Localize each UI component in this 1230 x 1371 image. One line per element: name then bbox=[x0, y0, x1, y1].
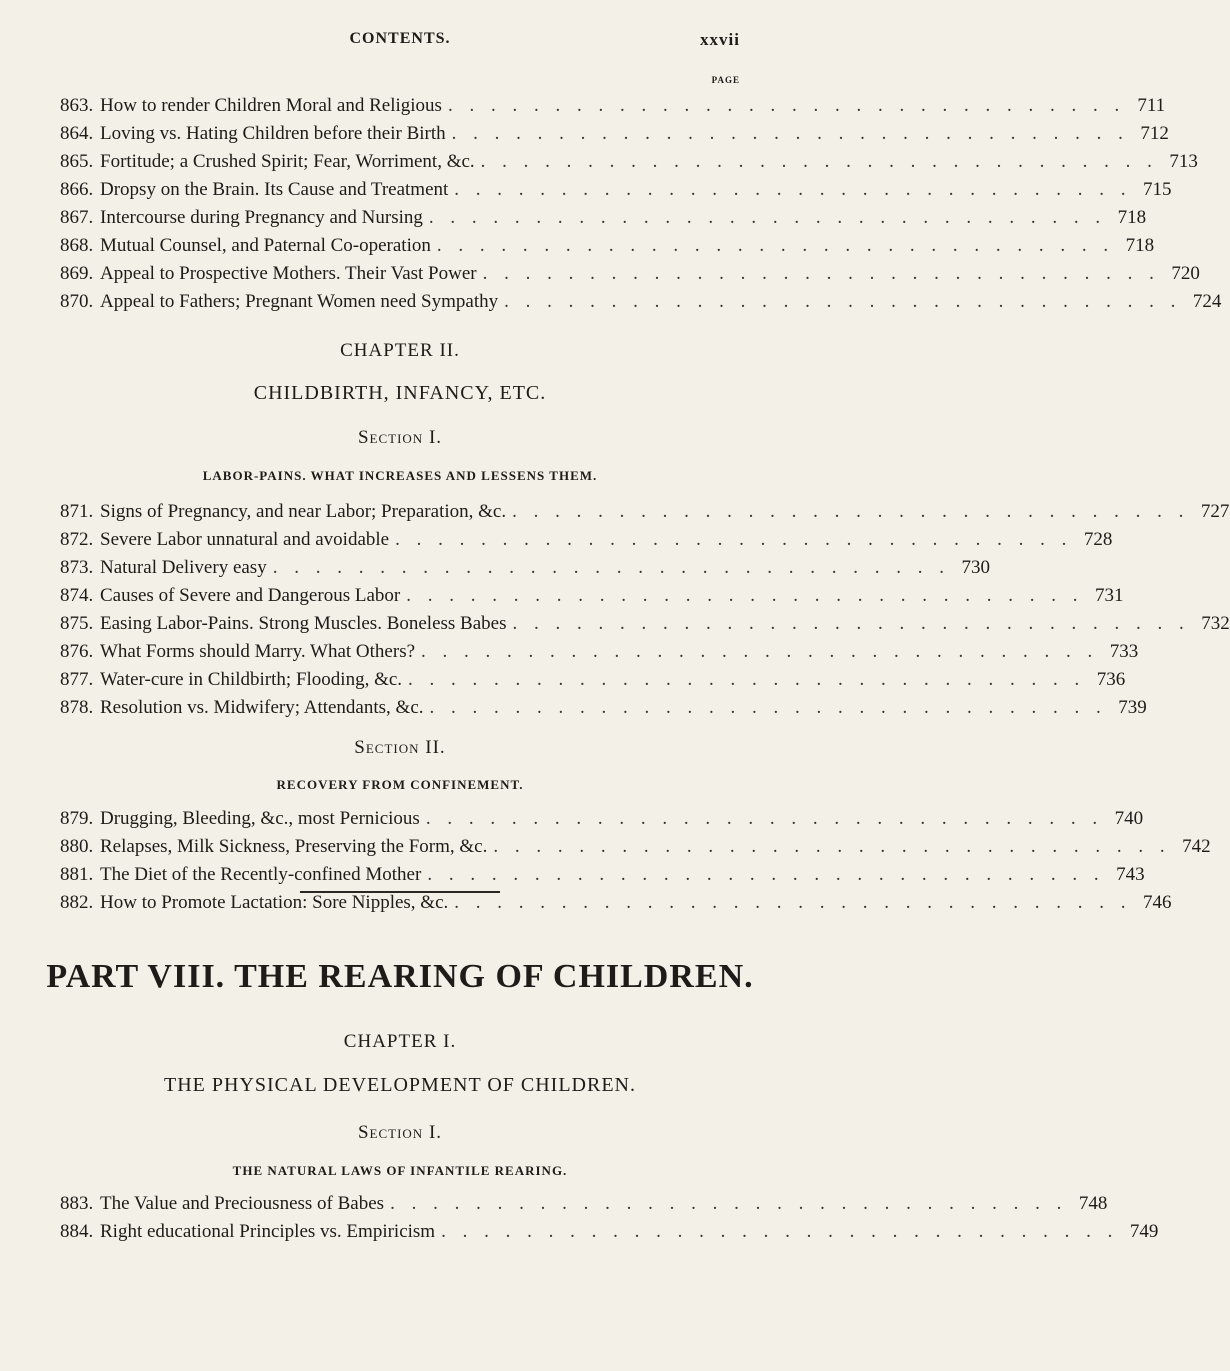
part-8-section-label: Section I. bbox=[357, 1122, 443, 1143]
entry-page-number: 728 bbox=[1083, 529, 1113, 550]
toc-entry bbox=[60, 92, 1166, 120]
entry-title: Appeal to Fathers; Pregnant Women need Sympathy bbox=[100, 291, 499, 312]
dot-leader: . . . . . . . . . . . . . . . . . . . . . . . . . . . . . . . . bbox=[454, 179, 1132, 200]
entry-page-number: 718 bbox=[1117, 207, 1147, 228]
dot-leader: . . . . . . . . . . . . . . . . . . . . . . . . . . . . . . . . bbox=[482, 263, 1160, 284]
entry-page-number: 724 bbox=[1192, 291, 1222, 312]
entry-page-number: 720 bbox=[1171, 263, 1200, 284]
toc-entry bbox=[60, 582, 1124, 610]
dot-leader: . . . . . . . . . . . . . . . . . . . . . . . . . . . . . . . . bbox=[272, 557, 950, 578]
entry-title: Easing Labor-Pains. Strong Muscles. Boneless Babes bbox=[100, 613, 507, 634]
part-8-subhead: THE NATURAL LAWS OF INFANTILE REARING. bbox=[232, 1163, 568, 1178]
entry-title: Appeal to Prospective Mothers. Their Vast Power bbox=[100, 263, 477, 284]
toc-entry bbox=[60, 260, 1200, 288]
chapter-2-title: CHILDBIRTH, INFANCY, ETC. bbox=[253, 382, 547, 404]
entry-title: Severe Labor unnatural and avoidable bbox=[100, 529, 390, 550]
toc-entry bbox=[60, 232, 1155, 260]
toc-entry bbox=[60, 638, 1139, 666]
entry-title: Mutual Counsel, and Paternal Co-operation bbox=[100, 235, 431, 256]
toc-entry bbox=[60, 1218, 1159, 1246]
dot-leader: . . . . . . . . . . . . . . . . . . . . . . . . . . . . . . . . bbox=[447, 95, 1126, 116]
entry-title: Water-cure in Childbirth; Flooding, &c. bbox=[100, 669, 403, 690]
dot-leader: . . . . . . . . . . . . . . . . . . . . . . . . . . . . . . . . bbox=[441, 1221, 1119, 1242]
dot-leader: . . . . . . . . . . . . . . . . . . . . . . . . . . . . . . . . bbox=[427, 864, 1105, 885]
toc-entry bbox=[60, 498, 1230, 526]
entry-title: Causes of Severe and Dangerous Labor bbox=[100, 585, 401, 606]
dot-leader: . . . . . . . . . . . . . . . . . . . . . . . . . . . . . . . . bbox=[512, 501, 1190, 522]
dot-leader: . . . . . . . . . . . . . . . . . . . . . . . . . . . . . . . . bbox=[504, 291, 1182, 312]
entry-page-number: 718 bbox=[1125, 235, 1155, 256]
entry-page-number: 736 bbox=[1096, 669, 1126, 690]
toc-part-8 bbox=[60, 1190, 1159, 1246]
page-column-label: PAGE bbox=[711, 75, 740, 85]
entry-page-number: 731 bbox=[1094, 585, 1124, 606]
dot-leader: . . . . . . . . . . . . . . . . . . . . . . . . . . . . . . . . bbox=[436, 235, 1115, 256]
chapter-2-label: CHAPTER II. bbox=[340, 340, 460, 361]
dot-leader: . . . . . . . . . . . . . . . . . . . . . . . . . . . . . . . . bbox=[512, 613, 1190, 634]
dot-leader: . . . . . . . . . . . . . . . . . . . . . . . . . . . . . . . . bbox=[421, 641, 1099, 662]
entry-title: The Diet of the Recently-confined Mother bbox=[100, 864, 422, 885]
entry-title: Intercourse during Pregnancy and Nursing bbox=[100, 207, 423, 228]
entry-title: Natural Delivery easy bbox=[100, 557, 267, 578]
entry-title: The Value and Preciousness of Babes bbox=[100, 1193, 385, 1214]
entry-title: Resolution vs. Midwifery; Attendants, &c. bbox=[100, 697, 424, 718]
toc-entry bbox=[60, 554, 990, 582]
dot-leader: . . . . . . . . . . . . . . . . . . . . . . . . . . . . . . . . bbox=[428, 207, 1107, 228]
entry-page-number: 733 bbox=[1109, 641, 1139, 662]
entry-number: 874. bbox=[60, 585, 94, 606]
toc-entry bbox=[60, 610, 1230, 638]
entry-number: 870. bbox=[60, 291, 94, 312]
entry-title: How to render Children Moral and Religious bbox=[100, 95, 442, 116]
entry-number: 872. bbox=[60, 529, 94, 550]
dot-leader: . . . . . . . . . . . . . . . . . . . . . . . . . . . . . . . . bbox=[408, 669, 1086, 690]
part-8-chapter-title: THE PHYSICAL DEVELOPMENT OF CHILDREN. bbox=[164, 1074, 636, 1096]
dot-leader: . . . . . . . . . . . . . . . . . . . . . . . . . . . . . . . . bbox=[395, 529, 1073, 550]
toc-entry bbox=[60, 666, 1126, 694]
dot-leader: . . . . . . . . . . . . . . . . . . . . . . . . . . . . . . . . bbox=[493, 836, 1171, 857]
toc-entry bbox=[60, 120, 1169, 148]
toc-entry bbox=[60, 176, 1172, 204]
entry-number: 868. bbox=[60, 235, 94, 256]
entry-page-number: 712 bbox=[1140, 123, 1169, 144]
entry-page-number: 749 bbox=[1129, 1221, 1159, 1242]
entry-number: 866. bbox=[60, 179, 94, 200]
entry-number: 876. bbox=[60, 641, 94, 662]
toc-group-1 bbox=[60, 92, 1222, 316]
chapter-2-section-1-label: Section I. bbox=[357, 427, 443, 448]
entry-number: 871. bbox=[60, 501, 94, 522]
entry-page-number: 748 bbox=[1078, 1193, 1108, 1214]
entry-title: Dropsy on the Brain. Its Cause and Treatment bbox=[100, 179, 449, 200]
running-header bbox=[60, 30, 740, 60]
divider-rule bbox=[300, 891, 500, 893]
entry-title: Fortitude; a Crushed Spirit; Fear, Worriment, &c. bbox=[100, 151, 475, 172]
entry-page-number: 713 bbox=[1169, 151, 1198, 172]
dot-leader: . . . . . . . . . . . . . . . . . . . . . . . . . . . . . . . . bbox=[429, 697, 1107, 718]
toc-section-2 bbox=[60, 805, 1211, 917]
roman-page-number: xxvii bbox=[700, 30, 740, 49]
entry-number: 883. bbox=[60, 1193, 94, 1214]
entry-title: Drugging, Bleeding, &c., most Pernicious bbox=[100, 808, 420, 829]
toc-section-1 bbox=[60, 498, 1230, 722]
chapter-2-section-1-subhead: LABOR-PAINS. WHAT INCREASES AND LESSENS THEM. bbox=[202, 468, 598, 483]
entry-number: 877. bbox=[60, 669, 94, 690]
entry-number: 881. bbox=[60, 864, 94, 885]
toc-entry bbox=[60, 889, 1172, 917]
dot-leader: . . . . . . . . . . . . . . . . . . . . . . . . . . . . . . . . bbox=[406, 585, 1084, 606]
entry-title: Right educational Principles vs. Empiricism bbox=[100, 1221, 436, 1242]
entry-number: 879. bbox=[60, 808, 94, 829]
entry-number: 880. bbox=[60, 836, 94, 857]
entry-number: 863. bbox=[60, 95, 94, 116]
entry-page-number: 746 bbox=[1143, 892, 1172, 913]
chapter-2-section-2-subhead: RECOVERY FROM CONFINEMENT. bbox=[276, 777, 524, 792]
entry-page-number: 743 bbox=[1116, 864, 1145, 885]
dot-leader: . . . . . . . . . . . . . . . . . . . . . . . . . . . . . . . . bbox=[480, 151, 1158, 172]
toc-entry bbox=[60, 288, 1222, 316]
toc-entry bbox=[60, 694, 1147, 722]
entry-number: 875. bbox=[60, 613, 94, 634]
toc-entry bbox=[60, 833, 1211, 861]
entry-number: 878. bbox=[60, 697, 94, 718]
toc-entry bbox=[60, 805, 1144, 833]
toc-entry bbox=[60, 861, 1145, 889]
dot-leader: . . . . . . . . . . . . . . . . . . . . . . . . . . . . . . . . bbox=[390, 1193, 1068, 1214]
entry-title: What Forms should Marry. What Others? bbox=[100, 641, 416, 662]
entry-title: Relapses, Milk Sickness, Preserving the Form, &c. bbox=[100, 836, 488, 857]
entry-title: Loving vs. Hating Children before their Birth bbox=[100, 123, 446, 144]
chapter-2-section-2-label: Section II. bbox=[354, 737, 446, 758]
entry-number: 865. bbox=[60, 151, 94, 172]
entry-number: 884. bbox=[60, 1221, 94, 1242]
entry-number: 873. bbox=[60, 557, 94, 578]
dot-leader: . . . . . . . . . . . . . . . . . . . . . . . . . . . . . . . . bbox=[425, 808, 1104, 829]
entry-page-number: 742 bbox=[1182, 836, 1211, 857]
entry-page-number: 715 bbox=[1143, 179, 1172, 200]
part-8-chapter-label: CHAPTER I. bbox=[343, 1031, 457, 1052]
part-8-title: PART VIII. THE REARING OF CHILDREN. bbox=[46, 958, 754, 995]
entry-number: 882. bbox=[60, 892, 94, 913]
dot-leader: . . . . . . . . . . . . . . . . . . . . . . . . . . . . . . . . bbox=[454, 892, 1132, 913]
entry-page-number: 739 bbox=[1118, 697, 1147, 718]
toc-entry bbox=[60, 526, 1113, 554]
toc-entry bbox=[60, 204, 1147, 232]
entry-page-number: 711 bbox=[1137, 95, 1166, 116]
entry-title: How to Promote Lactation: Sore Nipples, &c. bbox=[100, 892, 449, 913]
toc-entry bbox=[60, 148, 1198, 176]
toc-entry bbox=[60, 1190, 1108, 1218]
running-title: CONTENTS. bbox=[349, 30, 451, 47]
entry-page-number: 740 bbox=[1114, 808, 1144, 829]
dot-leader: . . . . . . . . . . . . . . . . . . . . . . . . . . . . . . . . bbox=[451, 123, 1129, 144]
entry-page-number: 730 bbox=[961, 557, 990, 578]
entry-page-number: 732 bbox=[1201, 613, 1230, 634]
entry-page-number: 727 bbox=[1200, 501, 1230, 522]
entry-number: 869. bbox=[60, 263, 94, 284]
entry-number: 867. bbox=[60, 207, 94, 228]
entry-number: 864. bbox=[60, 123, 94, 144]
entry-title: Signs of Pregnancy, and near Labor; Preparation, &c. bbox=[100, 501, 507, 522]
